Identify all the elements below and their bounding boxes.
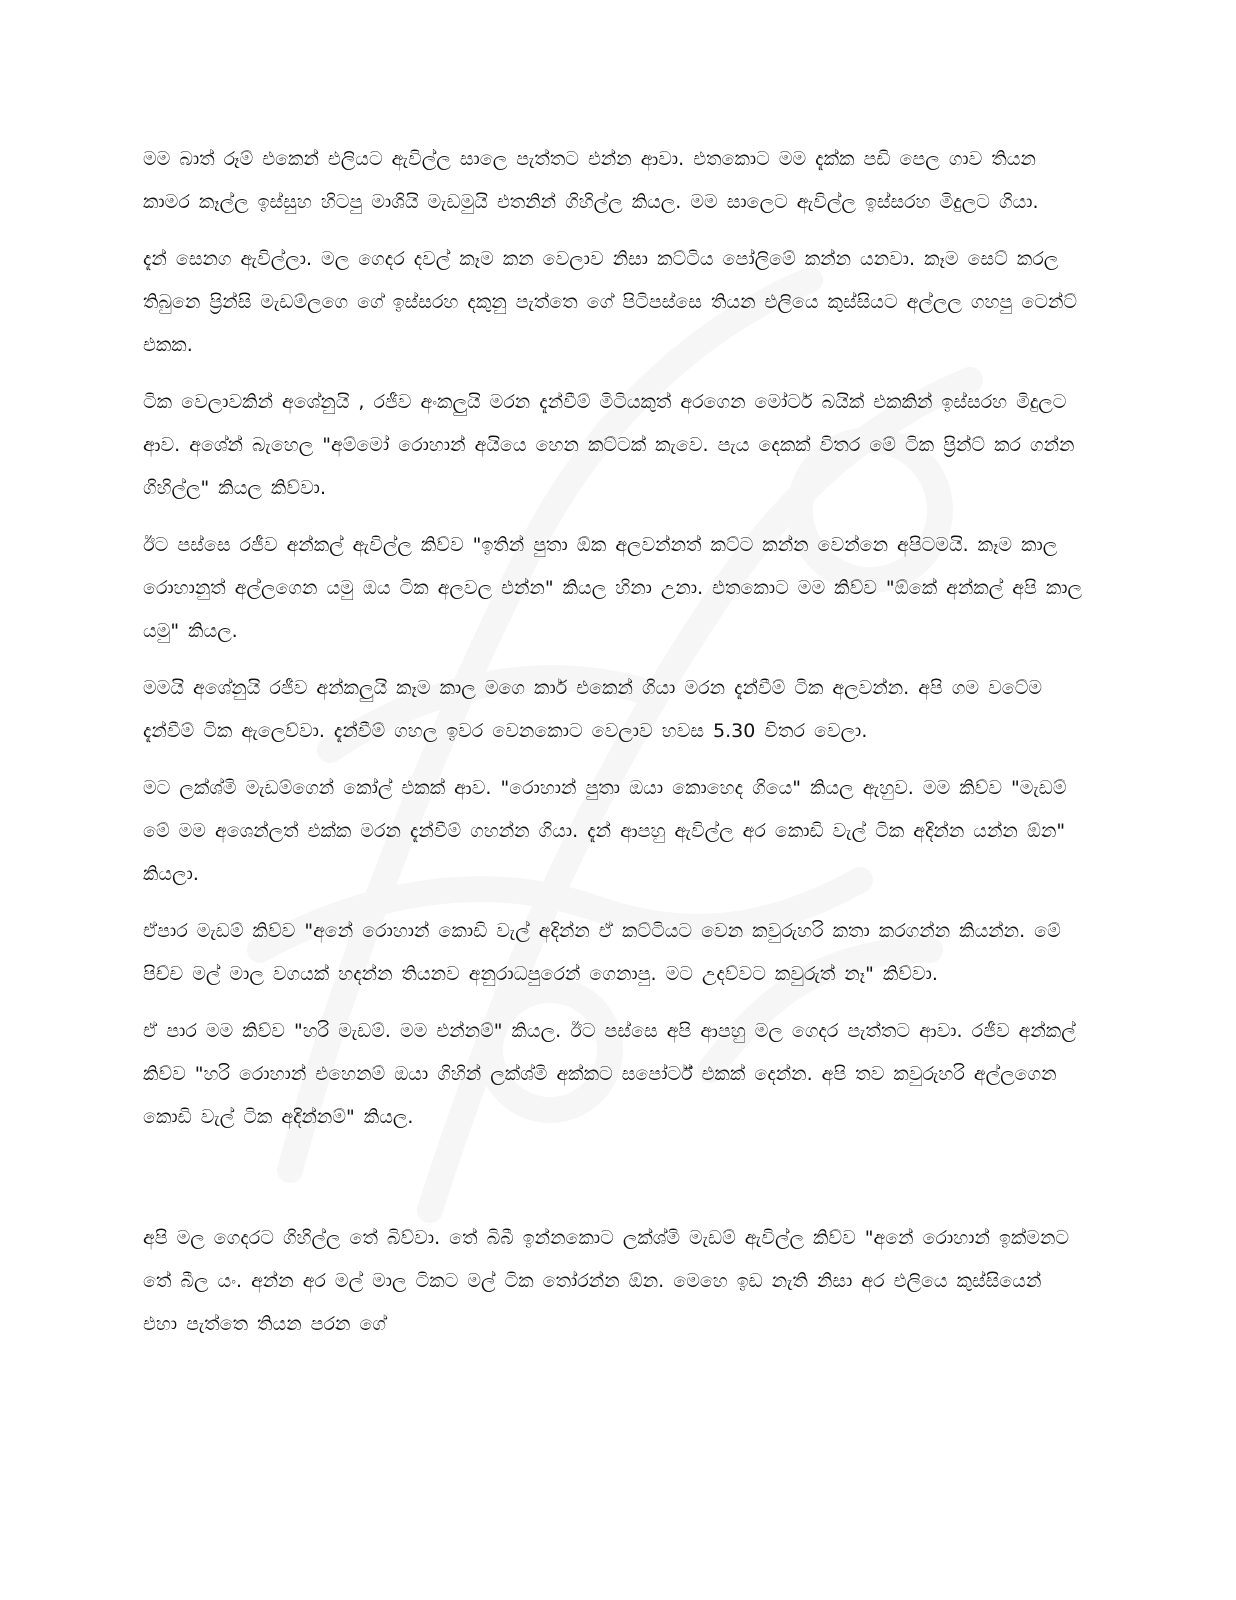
document-body — [143, 138, 1083, 1360]
paragraph-4: ඊට පස්සෙ රජීව අන්කල් ඇවිල්ල කිව්ව "ඉතින් පුතා ඕක අලවන්නත් කට්ට කන්න වෙන්නෙ අපිටමයි. කෑම කාල රොහානුත් අල්ලගෙන යමු ඔය ටික අලවල එන්න" කියල හිනා උනා. එතකොට මම කිව්ව "ඕකේ අන්කල් අපි කාල යමු" කියල. — [143, 534, 1083, 642]
paragraph-1: මම බාත් රූම් එකෙන් එලියට ඇවිල්ල සාලෙ පැත්තට එන්න ආවා. එතකොට මම දැක්ක පඩි පෙල ගාව තියන කාමර කෑල්ල ඉස්සුහ හිටපු මාශියි මැඩමුයි එතනින් ගිහිල්ල කියල. මම සාලෙට ඇවිල්ල ඉස්සරහ මිදුලට ගියා. — [143, 148, 1039, 213]
paragraph-6: මට ලක්ශ්මි මැඩම්ගෙන් කෝල් එකක් ආව. "රොහාන් පුතා ඔයා කොහෙද ගියෙ" කියල ඇහුව. මම කිව්ව "මැඩම් මේ මම අශෙන්ලත් එක්ක මරන දැන්වීම් ගහන්න ගියා. දැන් ආපහු ඇවිල්ල අර කොඩි වැල් ටික අදින්න යන්න ඕන" කියලා. — [143, 777, 1067, 885]
paragraph-2: දැන් සෙනග ඇවිල්ලා. මල ගෙදර දවල් කෑම කන වෙලාව නිසා කට්ටිය පෝලිමේ කන්න යනවා. කෑම සෙට් කරල තිබුනෙ ප්‍රින්සි මැඩම්ලගෙ ගේ ඉස්සරහ දකුනු පැත්තෙ ගේ පිටිපස්සෙ තියන එලියෙ කුස්සියට අල්ලල ගහපු ටෙන්ට් එකක. — [143, 248, 1078, 356]
paragraph-8: ඒ පාර මම කිව්ව "හරි මැඩම්. මම එන්නම්" කියල. ඊට පස්සෙ අපි ආපහු මල ගෙදර පැත්තට ආවා. රජීව අන්කල් කිව්ව "හරි රොහාන් එහෙනම් ඔයා ගිහින් ලක්ශ්මි අක්කට සපෝර්ට් එකක් දෙන්න. අපි තව කවුරුහරි අල්ලගෙන කොඩි වැල් ටික අදින්නම්" කියල. — [143, 1020, 1076, 1128]
paragraph-3: ටික වෙලාවකින් අශේනුයි , රජීව අංකලුයි මරන දැන්වීම් මිටියකුත් අරගෙන මෝටර් බයික් එකකින් ඉස්සරහ මිදුලට ආව. අශේන් බැහෙල "අම්මෝ රොහාන් අයියෙ හෙන කට්ටක් කැවෙ. පැය දෙකක් විතර මේ ටික ප්‍රින්ට් කර ගන්න ගිහිල්ල" කියල කිව්වා. — [143, 391, 1075, 499]
paragraph-9: අපි මල ගෙදරට ගිහිල්ල තේ බිව්වා. තේ බිබී ඉන්නකොට ලක්ශ්මි මැඩම් ඇවිල්ල කිව්ව "අනේ රොහාන් ඉක්මනට තේ බීල යං. අන්න අර මල් මාල ටිකට මල් ටික තෝරන්න ඕන. මෙහෙ ඉඩ නැති නිසා අර එලියෙ කුස්සියෙන් එහා පැත්තෙ තියන පරන ගේ — [143, 1227, 1070, 1335]
paragraph-5: මමයි අශේනුයි රජීව අන්කලුයි කෑම කාල මගෙ කාර් එකෙන් ගියා මරන දැන්වීම් ටික අලවන්න. අපි ගම වටේම දැන්වීම් ටික ඇලෙව්වා. දැන්වීම් ගහල ඉවර වෙනකොට වෙලාව හවස 5.30 විතර වෙලා. — [143, 677, 1043, 742]
paragraph-7: ඒපාර මැඩම් කිව්ව "අනේ රොහාන් කොඩි වැල් අදින්න ඒ කට්ටියට වෙන කවුරුහරි කතා කරගන්න කියන්න. මේ පිච්ච මල් මාල වගයක් හදන්න තියනව අනුරාධපුරෙන් ගෙනාපු. මට උදව්වට කවුරුත් නෑ" කිව්වා. — [143, 920, 1061, 985]
